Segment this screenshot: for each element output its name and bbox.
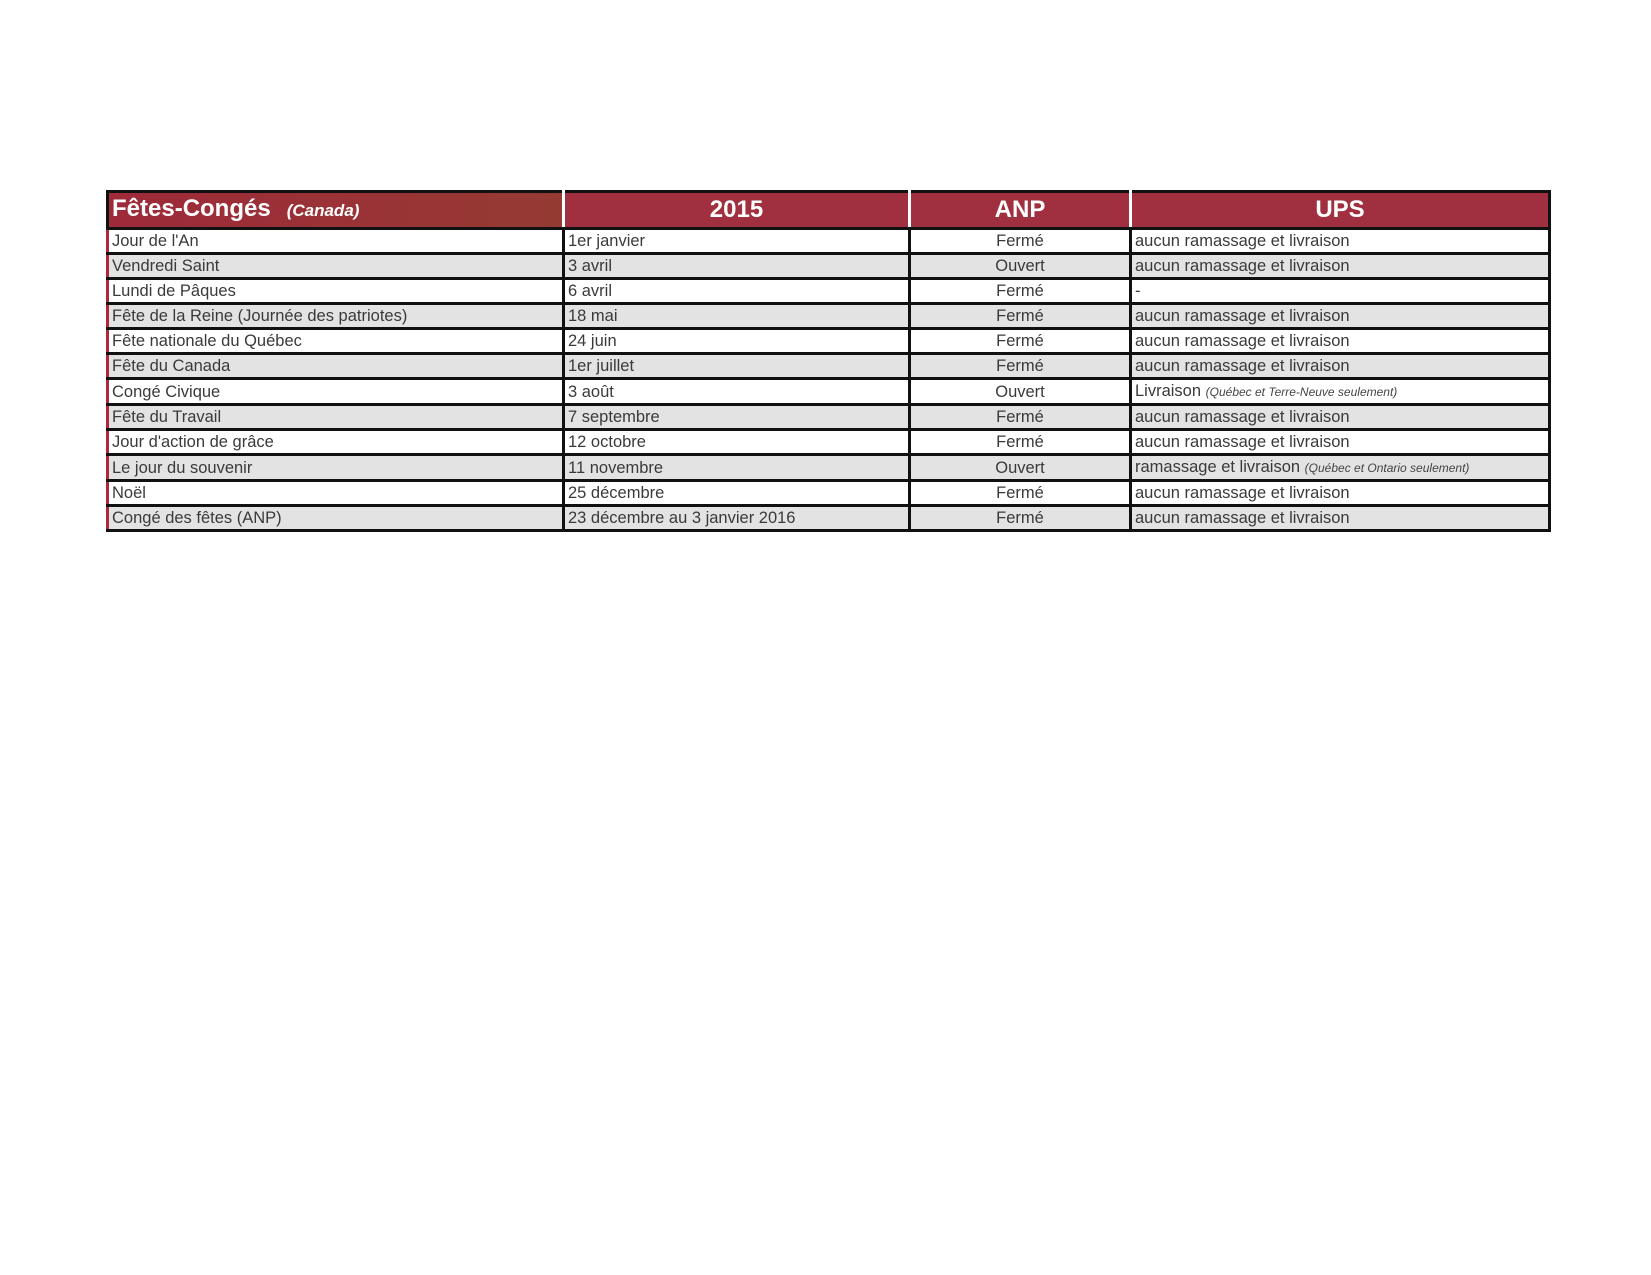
- holiday-name-text: Fête nationale du Québec: [112, 332, 302, 350]
- holiday-name-text: Fête du Canada: [112, 357, 231, 375]
- ups-status-text: aucun ramassage et livraison: [1135, 332, 1350, 350]
- holiday-name-text: Le jour du souvenir: [112, 458, 253, 477]
- table-row: [108, 254, 1550, 279]
- holiday-name-cell: [108, 279, 564, 304]
- table-row: [108, 455, 1550, 481]
- holiday-name-text: Congé Civique: [112, 382, 221, 401]
- holiday-name-cell: [108, 430, 564, 455]
- ups-status-cell: [1131, 354, 1550, 379]
- date-text: 3 août: [568, 382, 614, 401]
- date-text: 24 juin: [568, 332, 617, 350]
- anp-status-cell: [910, 430, 1131, 455]
- table-row: [108, 379, 1550, 405]
- holiday-name-cell: [108, 329, 564, 354]
- anp-status-cell: [910, 304, 1131, 329]
- anp-status-text: Fermé: [996, 408, 1044, 426]
- ups-status-cell: [1131, 229, 1550, 254]
- anp-status-cell: [910, 354, 1131, 379]
- date-cell: [564, 430, 910, 455]
- ups-note-text: (Québec et Terre-Neuve seulement): [1205, 385, 1398, 399]
- anp-status-cell: [910, 405, 1131, 430]
- holiday-name-text: Fête de la Reine (Journée des patriotes): [112, 307, 408, 325]
- holiday-name-text: Vendredi Saint: [112, 257, 220, 275]
- header-holiday: [108, 192, 564, 229]
- table-row: [108, 430, 1550, 455]
- date-text: 7 septembre: [568, 408, 660, 426]
- holiday-name-cell: [108, 379, 564, 405]
- header-anp: ANP: [910, 192, 1131, 229]
- ups-status-text: aucun ramassage et livraison: [1135, 357, 1350, 375]
- anp-status-text: Fermé: [996, 232, 1044, 250]
- ups-status-text: aucun ramassage et livraison: [1135, 433, 1350, 451]
- date-cell: [564, 304, 910, 329]
- holiday-name-cell: [108, 481, 564, 506]
- anp-status-cell: [910, 254, 1131, 279]
- header-row: [108, 192, 1550, 229]
- date-cell: [564, 481, 910, 506]
- ups-status-text: -: [1135, 282, 1141, 300]
- anp-status-text: Ouvert: [995, 382, 1045, 401]
- holiday-table: [106, 190, 1551, 532]
- anp-status-text: Ouvert: [995, 257, 1045, 275]
- anp-status-text: Fermé: [996, 509, 1044, 527]
- date-cell: [564, 455, 910, 481]
- date-text: 25 décembre: [568, 484, 665, 502]
- date-text: 1er juillet: [568, 357, 635, 375]
- date-cell: [564, 254, 910, 279]
- holiday-name-cell: [108, 229, 564, 254]
- holiday-name-text: Fête du Travail: [112, 408, 222, 426]
- ups-status-cell: [1131, 430, 1550, 455]
- holiday-name-text: Lundi de Pâques: [112, 282, 236, 300]
- header-ups: UPS: [1131, 192, 1550, 229]
- date-cell: [564, 229, 910, 254]
- holiday-name-cell: [108, 254, 564, 279]
- ups-status-cell: [1131, 379, 1550, 405]
- date-cell: [564, 329, 910, 354]
- ups-status-cell: [1131, 481, 1550, 506]
- anp-status-cell: [910, 329, 1131, 354]
- ups-status-cell: [1131, 329, 1550, 354]
- anp-status-text: Fermé: [996, 332, 1044, 350]
- ups-status-text: aucun ramassage et livraison: [1135, 484, 1350, 502]
- ups-status-text: aucun ramassage et livraison: [1135, 408, 1350, 426]
- holiday-name-cell: [108, 405, 564, 430]
- holiday-name-text: Noël: [112, 484, 146, 502]
- anp-status-text: Fermé: [996, 357, 1044, 375]
- table-title: Fêtes-Congés: [112, 195, 271, 222]
- date-text: 18 mai: [568, 307, 618, 325]
- ups-status-cell: [1131, 304, 1550, 329]
- table-row: [108, 506, 1550, 531]
- holiday-name-text: Congé des fêtes (ANP): [112, 509, 282, 527]
- table-body: [108, 229, 1550, 531]
- date-text: 11 novembre: [568, 458, 664, 477]
- date-text: 1er janvier: [568, 232, 646, 250]
- date-cell: [564, 279, 910, 304]
- anp-status-cell: [910, 279, 1131, 304]
- ups-status-text: aucun ramassage et livraison: [1135, 257, 1350, 275]
- anp-status-cell: [910, 229, 1131, 254]
- ups-status-text: aucun ramassage et livraison: [1135, 232, 1350, 250]
- table-row: [108, 229, 1550, 254]
- anp-status-text: Fermé: [996, 433, 1044, 451]
- table-subtitle: (Canada): [286, 201, 360, 220]
- date-cell: [564, 354, 910, 379]
- anp-status-cell: [910, 506, 1131, 531]
- holiday-name-cell: [108, 304, 564, 329]
- date-text: 23 décembre au 3 janvier 2016: [568, 509, 796, 527]
- date-text: 12 octobre: [568, 433, 646, 451]
- holiday-name-cell: [108, 506, 564, 531]
- ups-status-text: aucun ramassage et livraison: [1135, 509, 1350, 527]
- anp-status-text: Fermé: [996, 307, 1044, 325]
- holiday-name-cell: [108, 455, 564, 481]
- ups-status-cell: [1131, 455, 1550, 481]
- anp-status-cell: [910, 379, 1131, 405]
- date-text: 3 avril: [568, 257, 613, 275]
- table-row: [108, 354, 1550, 379]
- anp-status-cell: [910, 481, 1131, 506]
- table-row: [108, 304, 1550, 329]
- holiday-schedule-sheet: [106, 190, 1548, 532]
- ups-status-text: ramassage et livraison: [1135, 458, 1301, 476]
- date-cell: [564, 405, 910, 430]
- holiday-name-text: Jour d'action de grâce: [112, 433, 274, 451]
- anp-status-cell: [910, 455, 1131, 481]
- holiday-name-text: Jour de l'An: [112, 232, 199, 250]
- ups-note-text: (Québec et Ontario seulement): [1304, 461, 1470, 475]
- table-row: [108, 481, 1550, 506]
- table-row: [108, 329, 1550, 354]
- ups-status-text: Livraison: [1135, 382, 1202, 400]
- ups-status-cell: [1131, 279, 1550, 304]
- ups-status-cell: [1131, 405, 1550, 430]
- anp-status-text: Ouvert: [995, 458, 1045, 477]
- anp-status-text: Fermé: [996, 484, 1044, 502]
- holiday-name-cell: [108, 354, 564, 379]
- ups-status-cell: [1131, 254, 1550, 279]
- anp-status-text: Fermé: [996, 282, 1044, 300]
- table-row: [108, 405, 1550, 430]
- header-year: 2015: [564, 192, 910, 229]
- date-cell: [564, 379, 910, 405]
- ups-status-text: aucun ramassage et livraison: [1135, 307, 1350, 325]
- date-text: 6 avril: [568, 282, 613, 300]
- table-row: [108, 279, 1550, 304]
- ups-status-cell: [1131, 506, 1550, 531]
- date-cell: [564, 506, 910, 531]
